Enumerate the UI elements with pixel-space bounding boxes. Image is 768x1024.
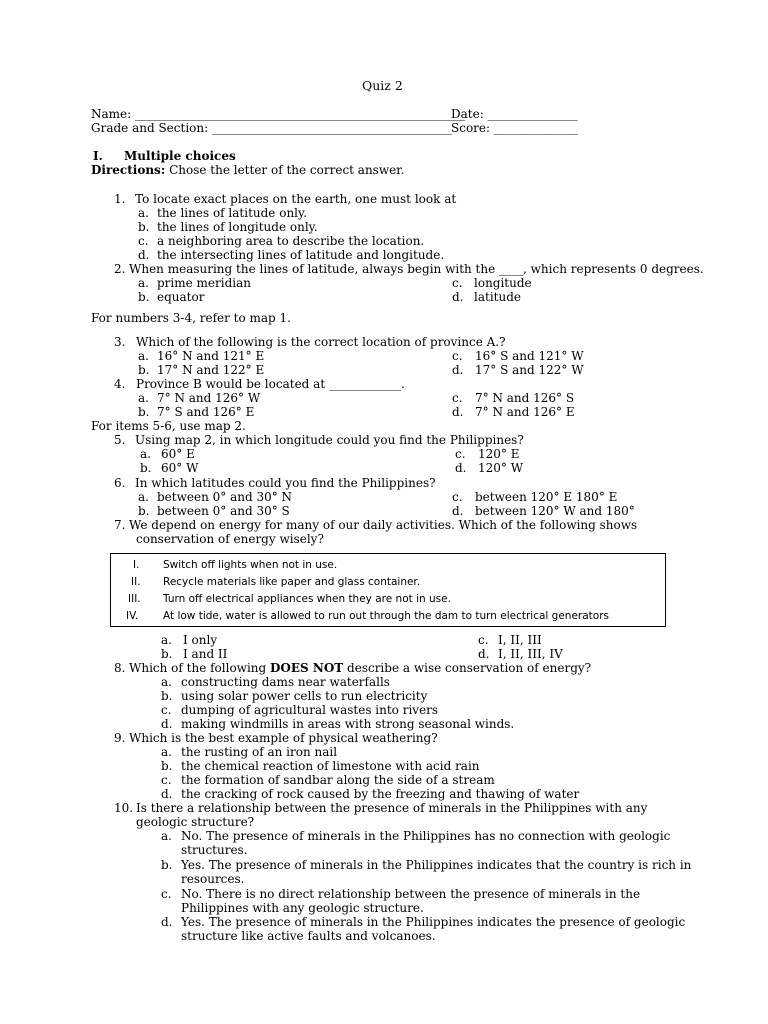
q7-c-letter[interactable]: c. [478, 633, 489, 647]
q4-b-text[interactable]: 7° S and 126° E [157, 405, 255, 419]
q9-a-letter[interactable]: a. [161, 745, 172, 759]
q9-number: 9. [114, 731, 126, 745]
q4-d-letter[interactable]: d. [452, 405, 464, 419]
q10-b-text-line2[interactable]: resources. [181, 872, 245, 886]
q3-number: 3. [114, 335, 126, 349]
q4-text: Province B would be located at ____________. [136, 377, 405, 391]
q8-c-text[interactable]: dumping of agricultural wastes into rivers [181, 703, 439, 717]
q7-text-line2: conservation of energy wisely? [136, 532, 324, 546]
q3-c-text[interactable]: 16° S and 121° W [475, 349, 584, 363]
q10-d-letter[interactable]: d. [161, 915, 173, 929]
q8-c-letter[interactable]: c. [161, 703, 172, 717]
section-title: Multiple choices [124, 149, 236, 163]
q3-d-text[interactable]: 17° S and 122° W [475, 363, 584, 377]
q8-b-letter[interactable]: b. [161, 689, 173, 703]
q7-a-letter[interactable]: a. [161, 633, 172, 647]
q5-c-text[interactable]: 120° E [478, 447, 520, 461]
q3-b-text[interactable]: 17° N and 122° E [157, 363, 265, 377]
q10-b-text-line1[interactable]: Yes. The presence of minerals in the Philippines indicates that the country is rich in [181, 858, 692, 872]
q3-c-letter[interactable]: c. [452, 349, 463, 363]
q7-a-text[interactable]: I only [183, 633, 218, 647]
q8-text [129, 661, 591, 675]
statement-3-numeral: III. [128, 593, 141, 605]
q9-c-text[interactable]: the formation of sandbar along the side of a stream [181, 773, 495, 787]
q6-b-text[interactable]: between 0° and 30° S [157, 504, 290, 518]
q10-c-text-line1[interactable]: No. There is no direct relationship between the presence of minerals in the [181, 887, 641, 901]
q10-c-text-line2[interactable]: Philippines with any geologic structure. [181, 901, 424, 915]
q3-a-text[interactable]: 16° N and 121° E [157, 349, 265, 363]
q8-number: 8. [114, 661, 126, 675]
directions [91, 163, 404, 177]
q2-d-text[interactable]: latitude [474, 290, 521, 304]
q8-b-text[interactable]: using solar power cells to run electricity [181, 689, 428, 703]
q9-d-text[interactable]: the cracking of rock caused by the freezing and thawing of water [181, 787, 580, 801]
q2-text: When measuring the lines of latitude, always begin with the ____, which represents 0 degrees. [129, 262, 704, 276]
q10-b-letter[interactable]: b. [161, 858, 173, 872]
q1-a-letter[interactable]: a. [138, 206, 149, 220]
q10-number: 10. [114, 801, 134, 815]
q9-d-letter[interactable]: d. [161, 787, 173, 801]
q9-c-letter[interactable]: c. [161, 773, 172, 787]
q2-c-text[interactable]: longitude [474, 276, 532, 290]
q5-d-text[interactable]: 120° W [478, 461, 524, 475]
q8-text-post: describe a wise conservation of energy? [343, 661, 592, 675]
q1-number: 1. [114, 192, 126, 206]
q5-c-letter[interactable]: c. [455, 447, 466, 461]
q10-text-line1: Is there a relationship between the presence of minerals in the Philippines with any [136, 801, 648, 815]
q7-text-line1: We depend on energy for many of our daily activities. Which of the following shows [129, 518, 638, 532]
q10-c-letter[interactable]: c. [161, 887, 172, 901]
statement-1-numeral: I. [133, 559, 140, 571]
q10-a-letter[interactable]: a. [161, 829, 172, 843]
q6-c-text[interactable]: between 120° E 180° E [475, 490, 618, 504]
q2-c-letter[interactable]: c. [452, 276, 463, 290]
q3-b-letter[interactable]: b. [138, 363, 150, 377]
q1-a-text[interactable]: the lines of latitude only. [157, 206, 308, 220]
q1-d-text[interactable]: the intersecting lines of latitude and longitude. [157, 248, 445, 262]
q10-d-text-line2[interactable]: structure like active faults and volcanoes. [181, 929, 436, 943]
q6-d-text[interactable]: between 120° W and 180° [475, 504, 635, 518]
q10-text-line2: geologic structure? [136, 815, 255, 829]
q5-text: Using map 2, in which longitude could you find the Philippines? [135, 433, 524, 447]
q7-number: 7. [114, 518, 126, 532]
statement-2-numeral: II. [131, 576, 141, 588]
q6-c-letter[interactable]: c. [452, 490, 463, 504]
q4-a-text[interactable]: 7° N and 126° W [157, 391, 261, 405]
statement-4-text: At low tide, water is allowed to run out through the dam to turn electrical generators [163, 610, 609, 622]
statement-3-text: Turn off electrical appliances when they are not in use. [163, 593, 451, 605]
q8-a-text[interactable]: constructing dams near waterfalls [181, 675, 390, 689]
q7-c-text[interactable]: I, II, III [498, 633, 542, 647]
note-map1: For numbers 3-4, refer to map 1. [91, 311, 291, 325]
statement-2-text: Recycle materials like paper and glass container. [163, 576, 421, 588]
q1-d-letter[interactable]: d. [138, 248, 150, 262]
name-field[interactable]: Name: _______________________________________________________ [91, 107, 465, 121]
q5-a-text[interactable]: 60° E [161, 447, 195, 461]
q5-d-letter[interactable]: d. [455, 461, 467, 475]
q4-b-letter[interactable]: b. [138, 405, 150, 419]
q10-a-text-line1[interactable]: No. The presence of minerals in the Philippines has no connection with geologic [181, 829, 671, 843]
q7-d-text[interactable]: I, II, III, IV [498, 647, 563, 661]
q3-a-letter[interactable]: a. [138, 349, 149, 363]
q1-b-text[interactable]: the lines of longitude only. [157, 220, 318, 234]
q6-d-letter[interactable]: d. [452, 504, 464, 518]
q8-a-letter[interactable]: a. [161, 675, 172, 689]
q8-d-text[interactable]: making windmills in areas with strong seasonal winds. [181, 717, 515, 731]
statement-1-text: Switch off lights when not in use. [163, 559, 338, 571]
q9-b-letter[interactable]: b. [161, 759, 173, 773]
q3-d-letter[interactable]: d. [452, 363, 464, 377]
q4-c-letter[interactable]: c. [452, 391, 463, 405]
q10-d-text-line1[interactable]: Yes. The presence of minerals in the Philippines indicates the presence of geologic [181, 915, 686, 929]
q8-text-bold: DOES NOT [270, 661, 344, 675]
q5-a-letter[interactable]: a. [140, 447, 151, 461]
q2-a-text[interactable]: prime meridian [157, 276, 252, 290]
q2-b-letter[interactable]: b. [138, 290, 150, 304]
q6-b-letter[interactable]: b. [138, 504, 150, 518]
q5-b-text[interactable]: 60° W [161, 461, 199, 475]
directions-text: Chose the letter of the correct answer. [165, 163, 405, 177]
section-numeral: I. [93, 149, 103, 163]
date-field[interactable]: Date: _______________ [451, 107, 578, 121]
q9-a-text[interactable]: the rusting of an iron nail [181, 745, 338, 759]
score-field[interactable]: Score: ______________ [451, 121, 578, 135]
q8-d-letter[interactable]: d. [161, 717, 173, 731]
q2-d-letter[interactable]: d. [452, 290, 464, 304]
q4-a-letter[interactable]: a. [138, 391, 149, 405]
q4-c-text[interactable]: 7° N and 126° S [475, 391, 575, 405]
page-title: Quiz 2 [362, 78, 403, 93]
q6-text: In which latitudes could you find the Philippines? [135, 476, 436, 490]
q6-number: 6. [114, 476, 126, 490]
note-map2: For items 5-6, use map 2. [91, 419, 246, 433]
statement-4-numeral: IV. [126, 610, 139, 622]
q7-d-letter[interactable]: d. [478, 647, 490, 661]
q4-number: 4. [114, 377, 126, 391]
q1-b-letter[interactable]: b. [138, 220, 150, 234]
q9-text: Which is the best example of physical weathering? [129, 731, 438, 745]
q4-d-text[interactable]: 7° N and 126° E [475, 405, 575, 419]
q1-c-letter[interactable]: c. [138, 234, 149, 248]
q8-text-pre: Which of the following [129, 661, 271, 675]
q9-b-text[interactable]: the chemical reaction of limestone with acid rain [181, 759, 480, 773]
q7-b-text[interactable]: I and II [183, 647, 228, 661]
q1-text: To locate exact places on the earth, one must look at [135, 192, 457, 206]
q10-a-text-line2[interactable]: structures. [181, 843, 248, 857]
q5-number: 5. [114, 433, 126, 447]
q3-text: Which of the following is the correct location of province A.? [136, 335, 506, 349]
q2-number: 2. [114, 262, 126, 276]
q1-c-text[interactable]: a neighboring area to describe the location. [157, 234, 425, 248]
directions-label: Directions: [91, 163, 166, 177]
q5-b-letter[interactable]: b. [140, 461, 152, 475]
q2-a-letter[interactable]: a. [138, 276, 149, 290]
grade-section-field[interactable]: Grade and Section: ________________________________________ [91, 121, 452, 135]
q2-b-text[interactable]: equator [157, 290, 205, 304]
q7-b-letter[interactable]: b. [161, 647, 173, 661]
q6-a-letter[interactable]: a. [138, 490, 149, 504]
q6-a-text[interactable]: between 0° and 30° N [157, 490, 293, 504]
